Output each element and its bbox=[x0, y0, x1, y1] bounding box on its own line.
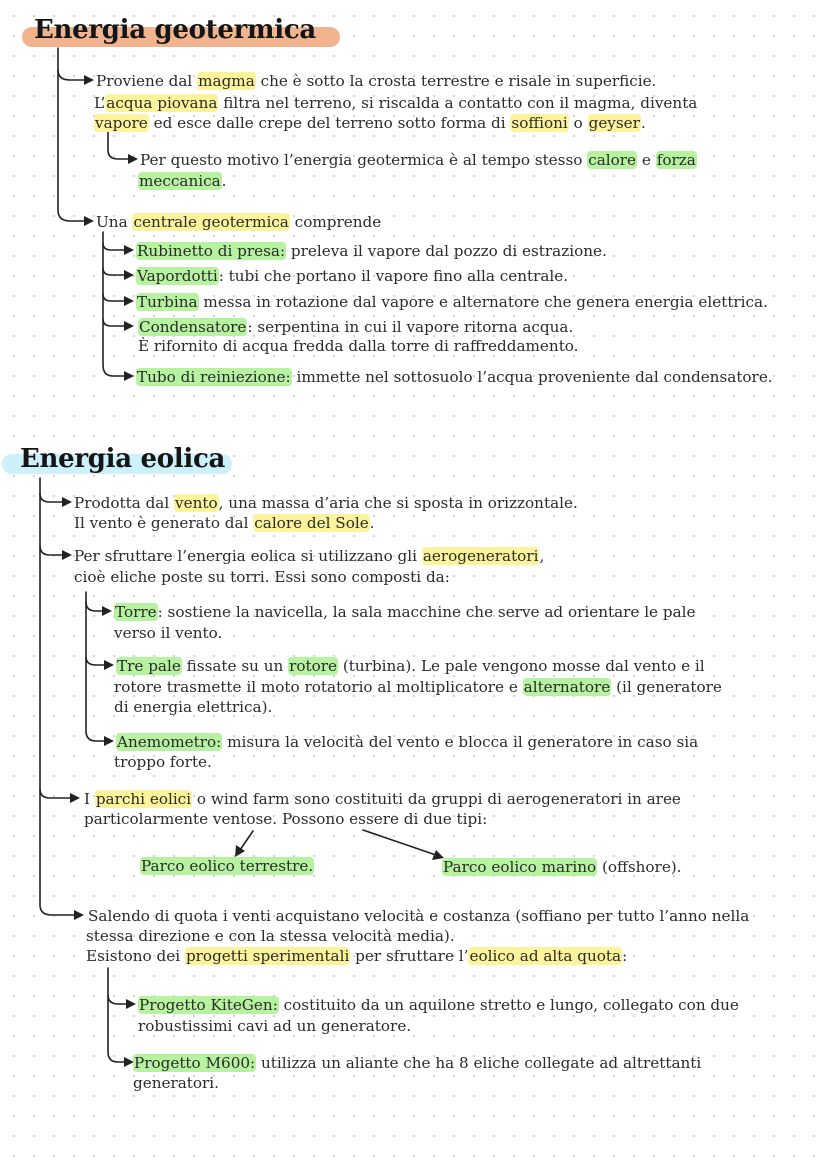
eol-quota-line2: stessa direzione e con la stessa velocità media). bbox=[86, 927, 455, 945]
eol-quota-line3: Esistono dei progetti sperimentali per sfruttare l’eolico ad alta quota: bbox=[86, 947, 628, 965]
term-tre-pale: Tre pale bbox=[117, 657, 181, 675]
term-alternatore: alternatore bbox=[523, 678, 611, 696]
eol-item-m600: Progetto M600: utilizza un aliante che ha 8 eliche collegate ad altrettanti bbox=[134, 1054, 702, 1072]
eol-item-pale: Tre pale fissate su un rotore (turbina). Le pale vengono mosse dal vento e il bbox=[117, 657, 705, 675]
term-m600: Progetto M600: bbox=[134, 1054, 256, 1072]
term-aerogeneratori: aerogeneratori bbox=[422, 547, 539, 565]
geo-line-centrale: Una centrale geotermica comprende bbox=[96, 213, 382, 231]
term-vento: vento bbox=[175, 494, 218, 512]
eol-line-1: Prodotta dal vento, una massa d’aria che si sposta in orizzontale. bbox=[74, 494, 578, 512]
term-anemometro: Anemometro: bbox=[117, 733, 222, 751]
parco-terrestre bbox=[140, 856, 314, 876]
eol-line-2: Il vento è generato dal calore del Sole. bbox=[74, 514, 375, 532]
geo-item-turbina: Turbina messa in rotazione dal vapore e alternatore che genera energia elettrica. bbox=[137, 293, 768, 311]
title-eolica bbox=[20, 444, 225, 474]
geo-line-1: Proviene dal magma che è sotto la crosta terrestre e risale in superficie. bbox=[96, 72, 657, 90]
term-calore-sole: calore del Sole bbox=[254, 514, 369, 532]
term-rubinetto: Rubinetto di presa: bbox=[137, 242, 286, 260]
term-kitegen: Progetto KiteGen: bbox=[139, 996, 278, 1014]
term-geyser: geyser bbox=[588, 114, 640, 132]
geo-item-vapordotti: Vapordotti: tubi che portano il vapore fino alla centrale. bbox=[137, 267, 569, 285]
geo-item-tubo: Tubo di reiniezione: immette nel sottosuolo l’acqua proveniente dal condensatore. bbox=[137, 368, 773, 386]
eol-parchi-line2: particolarmente ventose. Possono essere di due tipi: bbox=[84, 810, 488, 828]
term-acqua-piovana: acqua piovana bbox=[106, 94, 218, 112]
eol-item-m600-line2: generatori. bbox=[133, 1074, 219, 1092]
term-soffioni: soffioni bbox=[511, 114, 568, 132]
term-condensatore: Condensatore bbox=[139, 318, 247, 336]
eol-item-anemometro-line2: troppo forte. bbox=[114, 753, 212, 771]
geo-item-condensatore: Condensatore: serpentina in cui il vapore ritorna acqua. bbox=[139, 318, 574, 336]
term-turbina: Turbina bbox=[137, 293, 198, 311]
term-parco-terrestre: Parco eolico terrestre. bbox=[141, 857, 314, 875]
term-rotore: rotore bbox=[289, 657, 338, 675]
eol-item-pale-line2: rotore trasmette il moto rotatorio al moltiplicatore e alternatore (il generatore bbox=[114, 678, 722, 696]
eol-line-4: cioè eliche poste su torri. Essi sono composti da: bbox=[74, 568, 450, 586]
eol-quota-line1: Salendo di quota i venti acquistano velocità e costanza (soffiano per tutto l’anno nella bbox=[88, 907, 750, 925]
eol-parchi: I parchi eolici o wind farm sono costituiti da gruppi di aerogeneratori in aree bbox=[84, 790, 681, 808]
term-vapordotti: Vapordotti bbox=[137, 267, 218, 285]
term-tubo-reiniezione: Tubo di reiniezione: bbox=[137, 368, 291, 386]
term-magma: magma bbox=[198, 72, 255, 90]
geo-line-2: L’acqua piovana filtra nel terreno, si riscalda a contatto con il magma, diventa bbox=[94, 94, 698, 112]
term-meccanica: meccanica bbox=[139, 172, 221, 190]
term-calore: calore bbox=[588, 151, 637, 169]
term-vapore: vapore bbox=[95, 114, 148, 132]
eol-item-pale-line3: di energia elettrica). bbox=[114, 698, 273, 716]
eol-item-kitegen-line2: robustissimi cavi ad un generatore. bbox=[138, 1017, 412, 1035]
term-parchi-eolici: parchi eolici bbox=[95, 790, 192, 808]
eol-line-3: Per sfruttare l’energia eolica si utilizzano gli aerogeneratori, bbox=[74, 547, 545, 565]
parco-marino: Parco eolico marino (offshore). bbox=[443, 858, 682, 876]
eol-item-kitegen: Progetto KiteGen: costituito da un aquilone stretto e lungo, collegato con due bbox=[139, 996, 739, 1014]
title-geotermica bbox=[34, 15, 316, 45]
geo-line-5: meccanica. bbox=[139, 172, 227, 190]
geo-line-3: vapore ed esce dalle crepe del terreno sotto forma di soffioni o geyser. bbox=[95, 114, 646, 132]
eol-item-torre: Torre: sostiene la navicella, la sala macchine che serve ad orientare le pale bbox=[115, 603, 696, 621]
eol-item-anemometro: Anemometro: misura la velocità del vento e blocca il generatore in caso sia bbox=[117, 733, 699, 751]
geo-line-4: Per questo motivo l’energia geotermica è al tempo stesso calore e forza bbox=[140, 151, 696, 169]
eol-item-torre-line2: verso il vento. bbox=[114, 624, 223, 642]
term-parco-marino: Parco eolico marino bbox=[443, 858, 597, 876]
term-progetti-sperimentali: progetti sperimentali bbox=[185, 947, 350, 965]
geo-item-condensatore-line2: È rifornito di acqua fredda dalla torre di raffreddamento. bbox=[138, 337, 579, 355]
title-eolica-text: Energia eolica bbox=[20, 444, 226, 474]
term-eolico-alta-quota: eolico ad alta quota bbox=[469, 947, 622, 965]
geo-item-rubinetto: Rubinetto di presa: preleva il vapore dal pozzo di estrazione. bbox=[137, 242, 607, 260]
term-torre: Torre bbox=[115, 603, 157, 621]
term-forza: forza bbox=[656, 151, 696, 169]
term-centrale-geotermica: centrale geotermica bbox=[133, 213, 289, 231]
title-geotermica-text: Energia geotermica bbox=[34, 15, 316, 45]
